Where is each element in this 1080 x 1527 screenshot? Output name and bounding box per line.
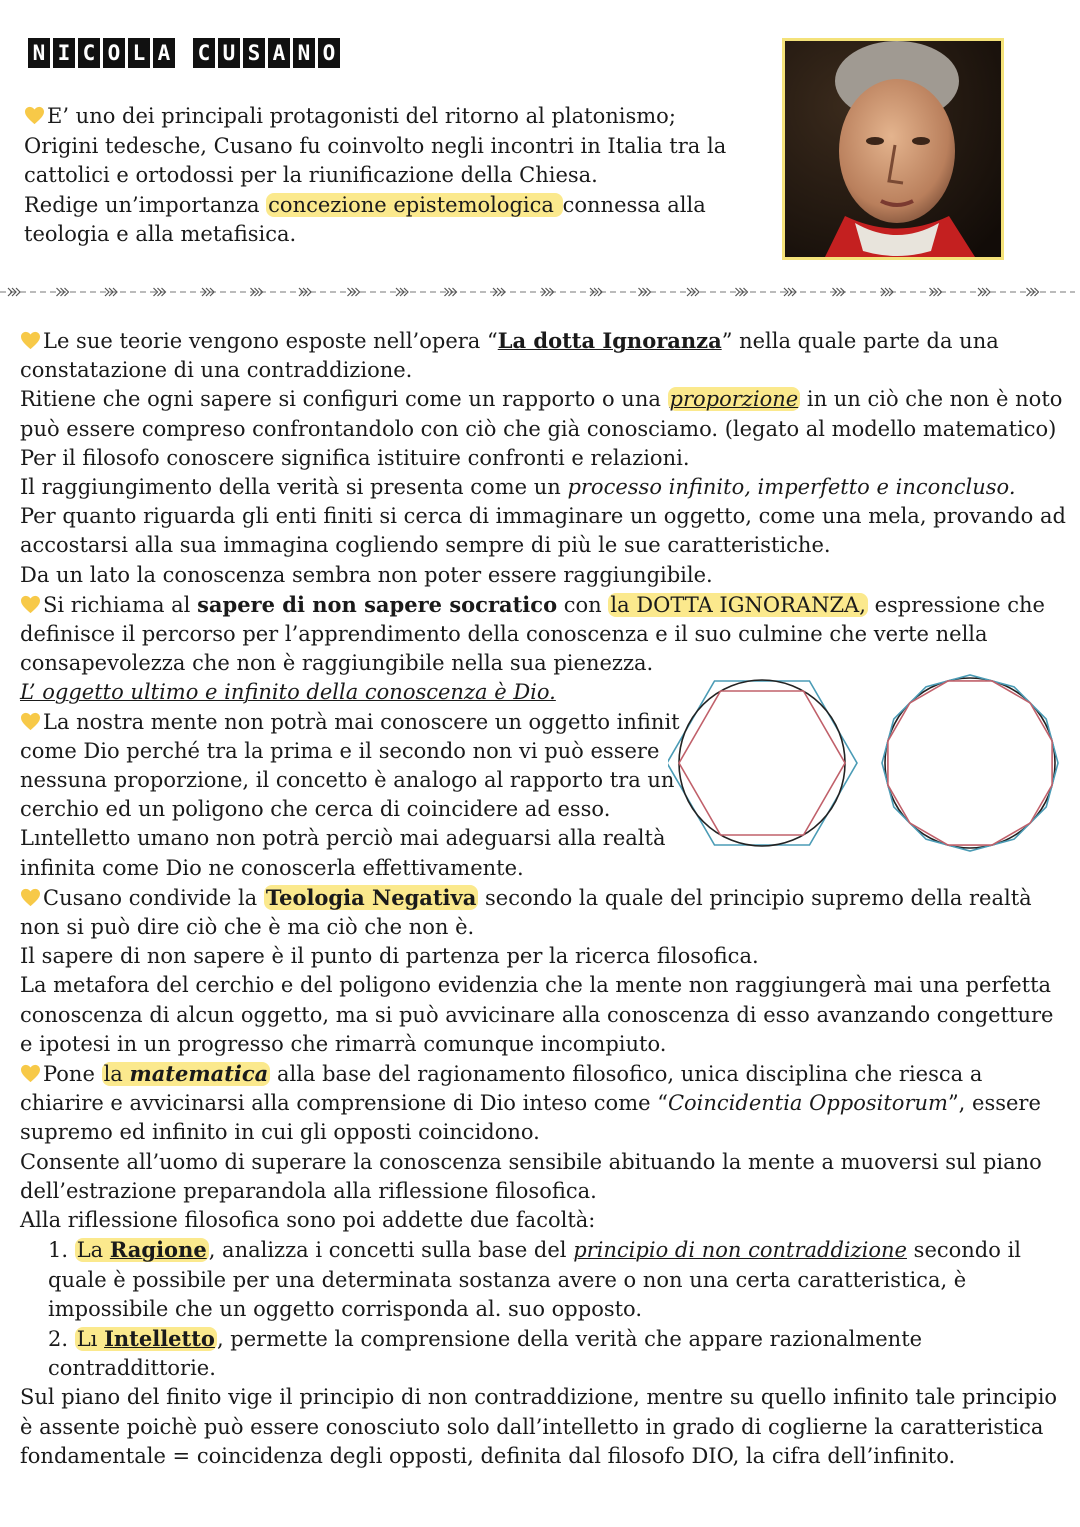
page-title [28, 38, 340, 68]
text: secondo il quale è possibile per una determinata sostanza avere o non una certa caratteristica, è impossibile che un oggetto corrisponda al. suo opposto. [48, 1238, 1022, 1321]
text: Cusano condivide la [43, 885, 264, 910]
paragraph-conclusione: Sul piano del finito vige il principio di non contraddizione, mentre su quello infinito tale principio è assente poichè può essere conosciuto solo dall’intelletto in grado di coglierne la caratteristica fondamentale = coincidenza degli opposti, definita dal filosofo DIO, la cifra dell’infinito. [20, 1385, 1058, 1468]
paragraph-conoscenza-sensibile: Consente all’uomo di superare la conoscenza sensibile abituando la mente a muoversi sul piano dell’estrazione preparandola alla riflessione filosofica. [20, 1149, 1042, 1203]
title-letter: I [53, 38, 75, 68]
title-letter: A [268, 38, 290, 68]
text: secondo la quale del principio supremo della realtà non si può dire ciò che è ma ciò che non è. [20, 885, 1032, 940]
highlight-ragione: Ragione [109, 1237, 207, 1263]
highlight-epistemologica: concezione epistemologica [268, 192, 561, 217]
text: , analizza i concetti sulla base del [208, 1238, 574, 1263]
divider-arrow-icon [348, 288, 352, 296]
highlight-proporzione: proporzione [669, 387, 799, 412]
paragraph-matematica [20, 1059, 1070, 1148]
yellow-heart-icon [20, 1064, 41, 1083]
paragraph-confronti: Per il filosofo conoscere significa istituire confronti e relazioni. [20, 445, 690, 470]
text: nessuna proporzione, il concetto è analogo al rapporto tra un [20, 768, 675, 793]
text: alla base del ragionamento filosofico, unica disciplina che riesca a chiarire e avvicinarsi alla comprensione di Dio inteso come “ [20, 1062, 983, 1116]
list-item-ragione [20, 1235, 1070, 1324]
title-letter: O [103, 38, 125, 68]
intro-line-4: Redige un’importanza [24, 192, 267, 217]
text: cerchio ed un poligono che cerca di coincidere ad esso. [20, 797, 611, 822]
title-letter: L [128, 38, 150, 68]
divider-arrow-icon [57, 288, 61, 296]
text: come Dio perché tra la prima e il secondo non vi può essere [20, 738, 660, 763]
text: con [557, 592, 609, 617]
text: espressione che definisce il percorso per l’apprendimento della conoscenza e il suo culmine che verte nella consapevolezza che non è raggiungibile nella sua pienezza. [20, 592, 1045, 676]
title-letter: U [218, 38, 240, 68]
intro-line-1: E’ uno dei principali protagonisti del ritorno al platonismo; [47, 104, 676, 128]
intro-line-5: teologia e alla metafisica. [24, 222, 297, 246]
paragraph-oggetto-ultimo [20, 678, 1070, 707]
yellow-heart-icon [20, 331, 41, 350]
paragraph-mente [20, 708, 1070, 883]
divider-arrow-icon [687, 288, 691, 296]
highlight-teologia-negativa: Teologia Negativa [265, 884, 477, 910]
paragraph-teologia-negativa [20, 883, 1070, 942]
text: Pone [43, 1062, 102, 1087]
title-letter: S [243, 38, 265, 68]
portrait-image [782, 38, 1004, 260]
text: Il raggiungimento della verità si presenta come un [20, 475, 568, 500]
italic-text: Coincidentia Oppositorum [667, 1091, 948, 1116]
text: ” nella quale parte da una constatazione di una contraddizione. [20, 329, 999, 383]
intro-paragraph [24, 102, 744, 250]
highlight-text: Lı [76, 1326, 105, 1351]
text: Ritiene che ogni sapere si configuri come un rapporto o una [20, 387, 668, 412]
highlight-matematica: matematica [129, 1061, 269, 1087]
arrow-divider [0, 284, 1080, 300]
italic-text: processo infinito, imperfetto e inconcluso. [567, 475, 1016, 500]
paragraph-facolta: Alla riflessione filosofica sono poi addette due facoltà: [20, 1208, 596, 1233]
list-number: 2. [48, 1326, 75, 1351]
highlight-dotta-ignoranza: la DOTTA IGNORANZA, [610, 592, 866, 617]
text: , permette la comprensione della verità che appare razionalmente contraddittorie. [48, 1326, 923, 1381]
main-content [20, 326, 1070, 1471]
paragraph-dotta-ignoranza [20, 326, 1070, 385]
underlined-italic: L’ oggetto ultimo e infinito della conoscenza è Dio. [20, 680, 556, 705]
text: Si richiama al [43, 592, 198, 617]
yellow-heart-icon [20, 712, 41, 731]
intro-line-4-end: connessa alla [562, 192, 706, 217]
paragraph-punto-partenza: Il sapere di non sapere è il punto di partenza per la ricerca filosofica. [20, 944, 759, 969]
title-letter: C [78, 38, 100, 68]
highlight-text: la [103, 1062, 130, 1087]
paragraph-socratico [20, 590, 1070, 679]
divider-arrow-icon [396, 288, 400, 296]
title-letter: C [193, 38, 215, 68]
work-title: La dotta Ignoranza [497, 328, 722, 353]
yellow-heart-icon [20, 595, 41, 614]
text: La nostra mente non potrà mai conoscere un oggetto infinit [43, 709, 680, 734]
title-letter: N [293, 38, 315, 68]
text: ”, essere supremo ed infinito in cui gli opposti coincidono. [20, 1091, 1041, 1145]
paragraph-enti-finiti: Per quanto riguarda gli enti finiti si cerca di immaginare un oggetto, come una mela, provando ad accostarsi alla sua immagina cogliendo sempre di più le sue caratteristiche. [20, 504, 1066, 558]
intro-line-2: Origini tedesche, Cusano fu coinvolto negli incontri in Italia tra la [24, 133, 727, 158]
paragraph-proporzione [20, 385, 1070, 443]
underlined-italic: principio di non contraddizione [573, 1238, 907, 1263]
title-letter: O [318, 38, 340, 68]
text: infinita come Dio ne conoscerla effettivamente. [20, 855, 524, 880]
title-letter: N [28, 38, 50, 68]
bold-text: sapere di non sapere socratico [197, 591, 558, 617]
paragraph-verita [20, 473, 1070, 502]
divider-arrow-icon [1027, 288, 1031, 296]
text: Le sue teorie vengono esposte nell’opera “ [43, 329, 498, 353]
text: in un ciò che non è noto può essere compreso confrontandolo con ciò che già conosciamo. (legato al modello matematico) [20, 387, 1063, 441]
list-number: 1. [48, 1238, 75, 1263]
paragraph-metafora: La metafora del cerchio e del poligono evidenzia che la mente non raggiungerà mai una perfetta conoscenza di alcun oggetto, ma si può avvicinare alla conoscenza di esso avanzando congetture e ipotesi in un progresso che rimarrà comunque incompiuto. [20, 973, 1054, 1056]
paragraph-raggiungibile: Da un lato la conoscenza sembra non poter essere raggiungibile. [20, 562, 713, 587]
text: Lıntelletto umano non potrà perciò mai adeguarsi alla realtà [20, 826, 666, 851]
yellow-heart-icon [24, 106, 45, 125]
highlight-text: La [76, 1238, 110, 1263]
intro-line-3: cattolici e ortodossi per la riunificazione della Chiesa. [24, 163, 598, 187]
title-letter: A [153, 38, 175, 68]
yellow-heart-icon [20, 888, 41, 907]
list-item-intelletto [20, 1324, 1070, 1383]
divider-arrow-icon [736, 288, 740, 296]
highlight-intelletto: Intelletto [104, 1325, 215, 1351]
